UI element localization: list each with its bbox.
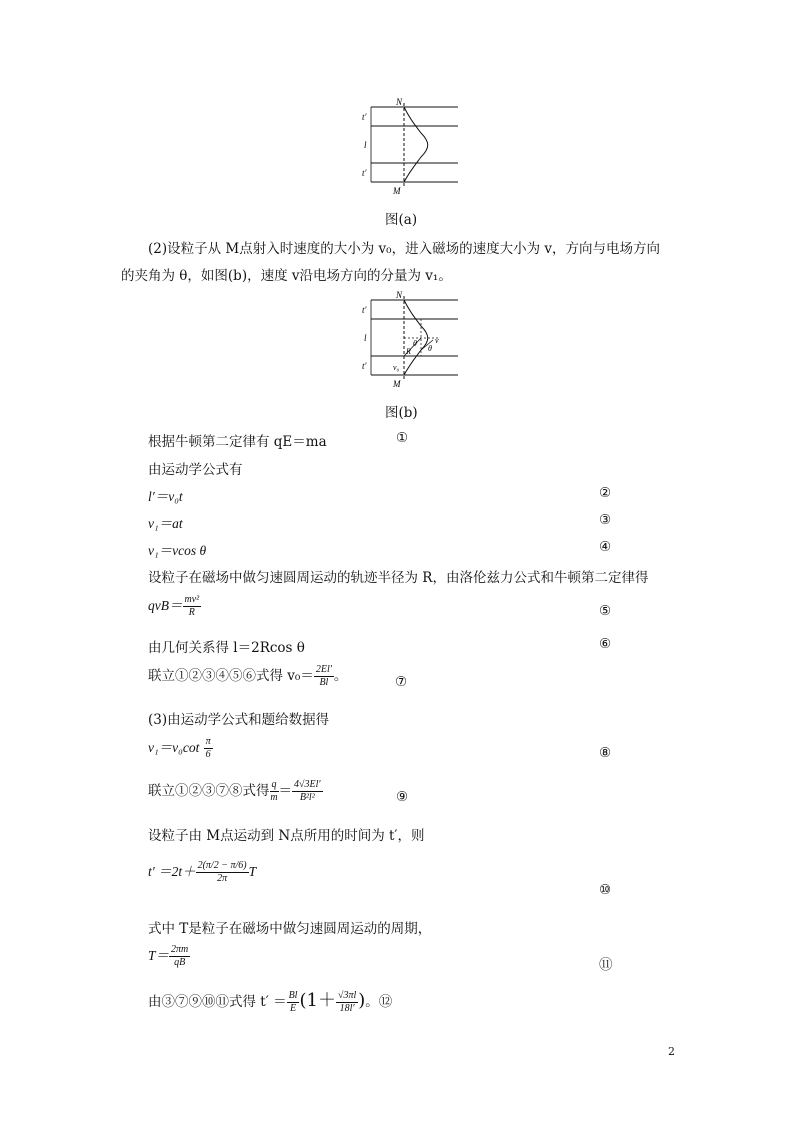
eq3-text: v₁＝at <box>148 516 183 531</box>
eq12-mark: 。⑫ <box>365 994 393 1010</box>
eq10-lhs: t′ ＝2t＋ <box>148 864 196 879</box>
eq4-text: v₁＝vcos θ <box>148 543 207 558</box>
eq8-denominator: 6 <box>205 749 211 760</box>
eq7-numerator: 2El′ <box>315 664 332 675</box>
label-t-top-a: t′ <box>362 112 367 122</box>
eq10-tail: T <box>248 864 257 879</box>
eq7-fraction <box>314 664 334 689</box>
figure-b <box>355 288 465 398</box>
eq9-denominator: B²l² <box>299 792 315 803</box>
eq5 <box>148 594 201 619</box>
field-diagram-a <box>355 95 465 205</box>
para3-text: (3)由运动学公式和题给数据得 <box>148 712 330 728</box>
eq12-paren-open: (1＋ <box>299 990 336 1011</box>
eq12-inner-numerator: √3πl <box>337 990 357 1001</box>
radius-text: 设粒子在磁场中做匀速圆周运动的轨迹半径为 R，由洛伦兹力公式和牛顿第二定律得 <box>148 570 649 586</box>
label-m-a: M <box>393 186 401 196</box>
eq10-fraction <box>196 860 249 885</box>
para2-line2: 的夹角为 θ，如图(b)，速度 v沿电场方向的分量为 v₁。 <box>121 268 452 284</box>
eq1-mark: ① <box>396 430 409 446</box>
para2-line1: (2)设粒子从 M点射入时速度的大小为 v₀，进入磁场的速度大小为 v，方向与电场方向 <box>148 241 660 257</box>
eq11-mark: ⑪ <box>599 957 613 973</box>
kinematics-text: 由运动学公式有 <box>148 462 243 478</box>
eq8 <box>148 736 213 761</box>
eq9-qm-fraction <box>270 779 279 804</box>
label-v0-b: v₀ <box>393 363 400 372</box>
eq9-q: q <box>271 779 277 790</box>
eq12-inner-denominator: 18l′ <box>339 1003 355 1014</box>
eq7-denominator: Bl <box>319 677 329 688</box>
eq7 <box>148 664 347 689</box>
label-l-a: l <box>364 140 367 150</box>
figure-a <box>355 95 465 205</box>
field-diagram-b <box>355 288 465 398</box>
eq11-numerator: 2πm <box>171 944 189 955</box>
label-t-bottom-b: t′ <box>362 361 367 371</box>
eq8-fraction <box>204 736 213 761</box>
eq5-denominator: R <box>188 607 195 618</box>
eq7-lhs: 联立①②③④⑤⑥式得 v₀＝ <box>148 668 314 684</box>
label-t-bottom-a: t′ <box>362 168 367 178</box>
eq6-mark: ⑥ <box>599 636 612 652</box>
eq5-fraction <box>183 594 202 619</box>
eq12-paren-close: ) <box>358 990 366 1011</box>
figure-b-caption: 图(b) <box>385 405 418 421</box>
eq11-denominator: qB <box>174 957 186 968</box>
eq7-mark: ⑦ <box>395 674 408 690</box>
time-text: 设粒子由 M点运动到 N点所用的时间为 t′，则 <box>148 828 425 844</box>
eq12-numerator: Bl <box>288 990 298 1001</box>
page-number: 2 <box>668 1045 675 1058</box>
eq9-m: m <box>270 792 278 803</box>
label-r-b: R <box>406 347 411 356</box>
eq12 <box>148 986 392 1015</box>
eq10-numerator: 2(π/2 − π/6) <box>197 860 247 871</box>
eq8-mark: ⑧ <box>599 745 612 761</box>
eq11 <box>148 944 190 969</box>
label-m-b: M <box>393 379 401 389</box>
eq5-mark: ⑤ <box>599 603 612 619</box>
eq10 <box>148 860 256 885</box>
eq12-denominator: E <box>289 1003 297 1014</box>
eq12-lhs: 由③⑦⑨⑩⑪式得 t′ ＝ <box>148 994 287 1010</box>
eq10-denominator: 2π <box>217 873 228 884</box>
eq10-mark: ⑩ <box>599 882 612 898</box>
label-t-top-b: t′ <box>362 305 367 315</box>
eq8-numerator: π <box>205 736 211 747</box>
eq11-fraction <box>169 944 190 969</box>
eq11-lhs: T＝ <box>148 948 170 963</box>
eq12-inner-fraction <box>336 990 358 1015</box>
eq12-fraction <box>287 990 300 1015</box>
eq4-mark: ④ <box>599 539 612 555</box>
eq3-mark: ③ <box>599 512 612 528</box>
label-n-b: N <box>396 290 403 300</box>
eq9-lhs: 联立①②③⑦⑧式得 <box>148 783 270 799</box>
eq9-equals: ＝ <box>278 783 292 799</box>
eq5-lhs: qvB＝ <box>148 598 183 613</box>
label-l-b: l <box>364 333 367 343</box>
eq1-text: 根据牛顿第二定律有 qE＝ma <box>148 434 327 450</box>
label-n-a: N <box>396 97 403 107</box>
label-theta1-b: θ <box>413 339 417 348</box>
eq5-numerator: mv² <box>184 594 200 605</box>
eq2-text: l′＝v₀t <box>148 489 183 504</box>
label-theta2-b: θ <box>428 344 432 353</box>
figure-a-caption: 图(a) <box>385 212 418 228</box>
eq9-numerator: 4√3El′ <box>294 779 321 790</box>
eq9-fraction <box>292 779 323 804</box>
eq8-lhs: v₁＝v₀cot <box>148 740 200 755</box>
eq2-mark: ② <box>599 485 612 501</box>
label-v-b: v <box>435 336 439 345</box>
period-text: 式中 T是粒子在磁场中做匀速圆周运动的周期， <box>148 921 432 937</box>
eq7-tail: 。 <box>333 668 348 684</box>
eq9-mark: ⑨ <box>396 789 409 805</box>
eq9 <box>148 779 323 804</box>
eq6-text: 由几何关系得 l＝2Rcos θ <box>148 640 305 656</box>
